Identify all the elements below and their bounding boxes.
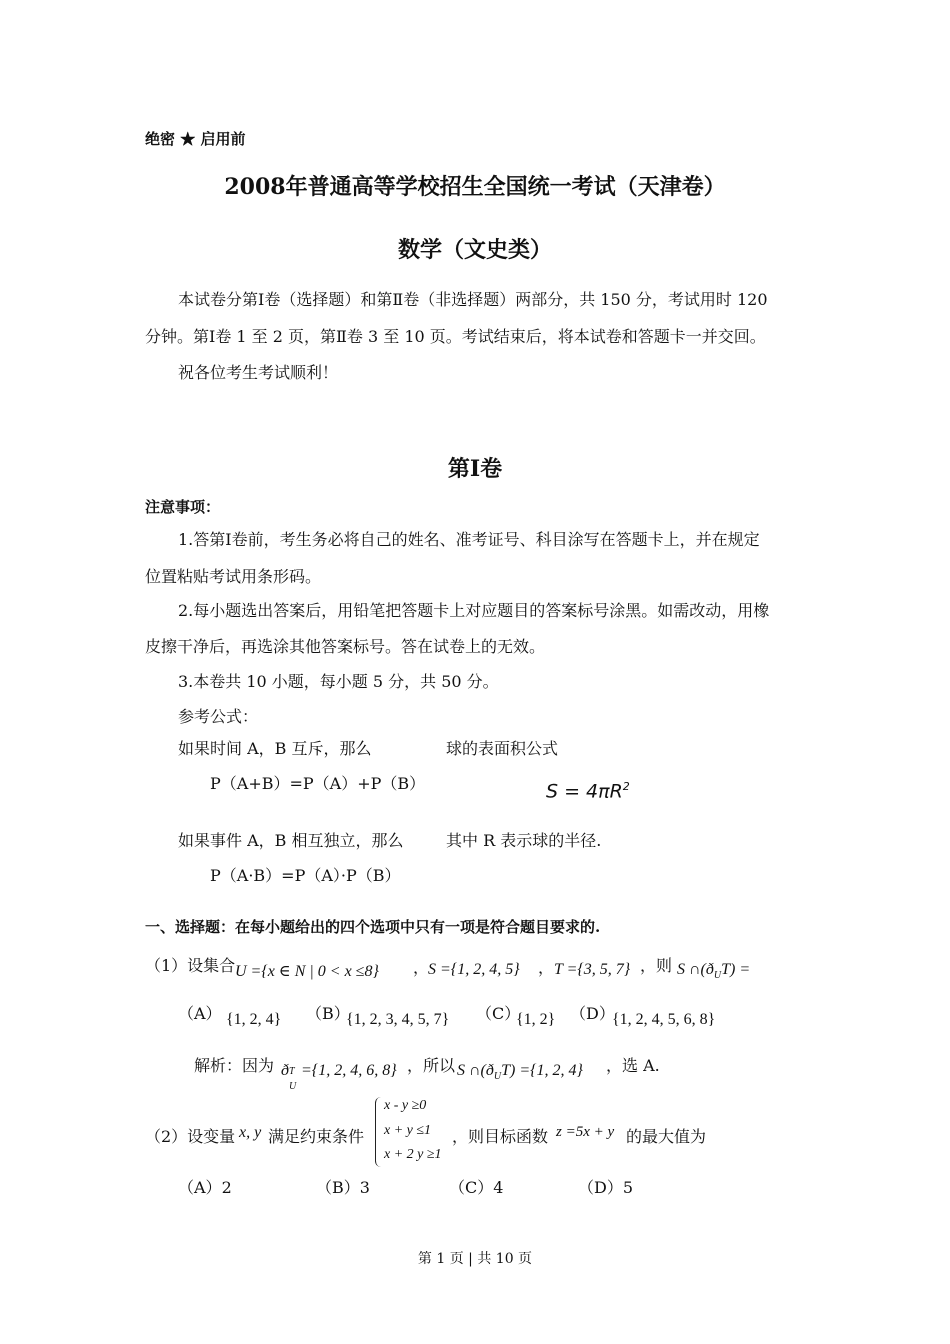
intro-line-1: 本试卷分第Ⅰ卷（选择题）和第Ⅱ卷（非选择题）两部分，共 150 分，考试用时 120 <box>178 290 768 309</box>
q1-option-c-value: {1, 2} <box>516 1011 556 1028</box>
notice-title: 注意事项： <box>145 498 221 516</box>
formula-left-1-eq: P（A+B）=P（A）+P（B） <box>210 774 426 793</box>
q2-stem-after: ，则目标函数 <box>452 1127 549 1146</box>
q2-option-b: （B）3 <box>316 1178 370 1197</box>
q1-option-d-value: {1, 2, 4, 5, 6, 8} <box>612 1011 716 1028</box>
intro-line-3: 祝各位考生考试顺利！ <box>178 363 339 382</box>
q2-stem-end: 的最大值为 <box>626 1127 707 1146</box>
q1-analysis-set: ð T U ={1, 2, 4, 6, 8} <box>281 1062 397 1092</box>
formula-label: 参考公式： <box>178 707 259 726</box>
q1-comma-2: ， <box>538 958 555 977</box>
exam-title: 2008年普通高等学校招生全国统一考试（天津卷） <box>224 174 726 200</box>
notice-3: 3.本卷共 10 小题，每小题 5 分，共 50 分。 <box>178 672 499 691</box>
section1-title: 一、选择题：在每小题给出的四个选项中只有一项是符合题目要求的. <box>145 918 601 936</box>
q1-analysis-mid: ，所以 <box>407 1056 456 1075</box>
q1-option-a-value: {1, 2, 4} <box>226 1011 282 1028</box>
q1-set-s: S ={1, 2, 4, 5} <box>428 961 520 978</box>
notice-1b: 位置粘贴考试用条形码。 <box>145 567 322 586</box>
q1-analysis-end: ，选 A. <box>606 1056 660 1075</box>
formula-right-2: 其中 R 表示球的半径. <box>446 831 602 850</box>
q2-vars: x, y <box>239 1124 262 1141</box>
constraint-brace <box>375 1097 382 1167</box>
q2-option-a: （A）2 <box>178 1178 232 1197</box>
q1-set-u: U ={x ∈ N | 0 < x ≤8} <box>235 963 379 980</box>
q1-then: ，则 <box>640 956 673 975</box>
q2-objective: z =5x + y <box>556 1124 615 1140</box>
formula-left-2-eq: P（A·B）=P（A）·P（B） <box>210 866 401 885</box>
q1-stem-prefix: （1）设集合 <box>145 956 236 975</box>
q2-option-c: （C）4 <box>449 1178 504 1197</box>
q1-option-b-label: （B） <box>306 1004 350 1023</box>
q2-option-d: （D）5 <box>578 1178 634 1197</box>
q1-option-b-value: {1, 2, 3, 4, 5, 7} <box>346 1011 450 1028</box>
page-footer: 第 1 页 | 共 10 页 <box>417 1251 533 1267</box>
intro-line-2: 分钟。第Ⅰ卷 1 至 2 页，第Ⅱ卷 3 至 10 页。考试结束后，将本试卷和答题卡一并交回。 <box>145 327 766 346</box>
notice-2b: 皮擦干净后，再选涂其他答案标号。答在试卷上的无效。 <box>145 637 546 656</box>
q1-analysis-expr: S $\cap(ð_UT) =\{1$, 2, 4} <box>457 1062 583 1083</box>
constraint-2: x + y ≤1 <box>384 1123 432 1138</box>
constraint-3: x + 2 y ≥1 <box>384 1147 442 1162</box>
q1-set-t: T ={3, 5, 7} <box>554 961 631 978</box>
q1-option-d-label: （D） <box>570 1004 615 1023</box>
q2-stem-mid: 满足约束条件 <box>268 1127 365 1146</box>
formula-left-1: 如果时间 A，B 互斥，那么 <box>178 739 372 758</box>
q1-option-a-label: （A） <box>178 1004 222 1023</box>
notice-1a: 1.答第Ⅰ卷前，考生务必将自己的姓名、准考证号、科目涂写在答题卡上，并在规定 <box>178 530 760 549</box>
part1-title: 第Ⅰ卷 <box>447 456 503 482</box>
constraint-1: x - y ≥0 <box>384 1098 427 1113</box>
exam-subtitle: 数学（文史类） <box>397 237 552 263</box>
q1-analysis-prefix: 解析：因为 <box>194 1056 275 1075</box>
q1-option-c-label: （C） <box>476 1004 521 1023</box>
secret-label: 绝密 ★ 启用前 <box>145 130 246 148</box>
formula-left-2: 如果事件 A，B 相互独立，那么 <box>178 831 404 850</box>
formula-right-1: 球的表面积公式 <box>446 739 559 758</box>
q1-expression: S $\cap(ð_UT)$ = <box>677 961 751 982</box>
q2-stem-prefix: （2）设变量 <box>145 1127 236 1146</box>
q1-comma-1: ， <box>413 958 430 977</box>
notice-2a: 2.每小题选出答案后，用铅笔把答题卡上对应题目的答案标号涂黑。如需改动，用橡 <box>178 601 770 620</box>
sphere-area-formula: $S = 4\pi R^2$ <box>546 780 630 803</box>
